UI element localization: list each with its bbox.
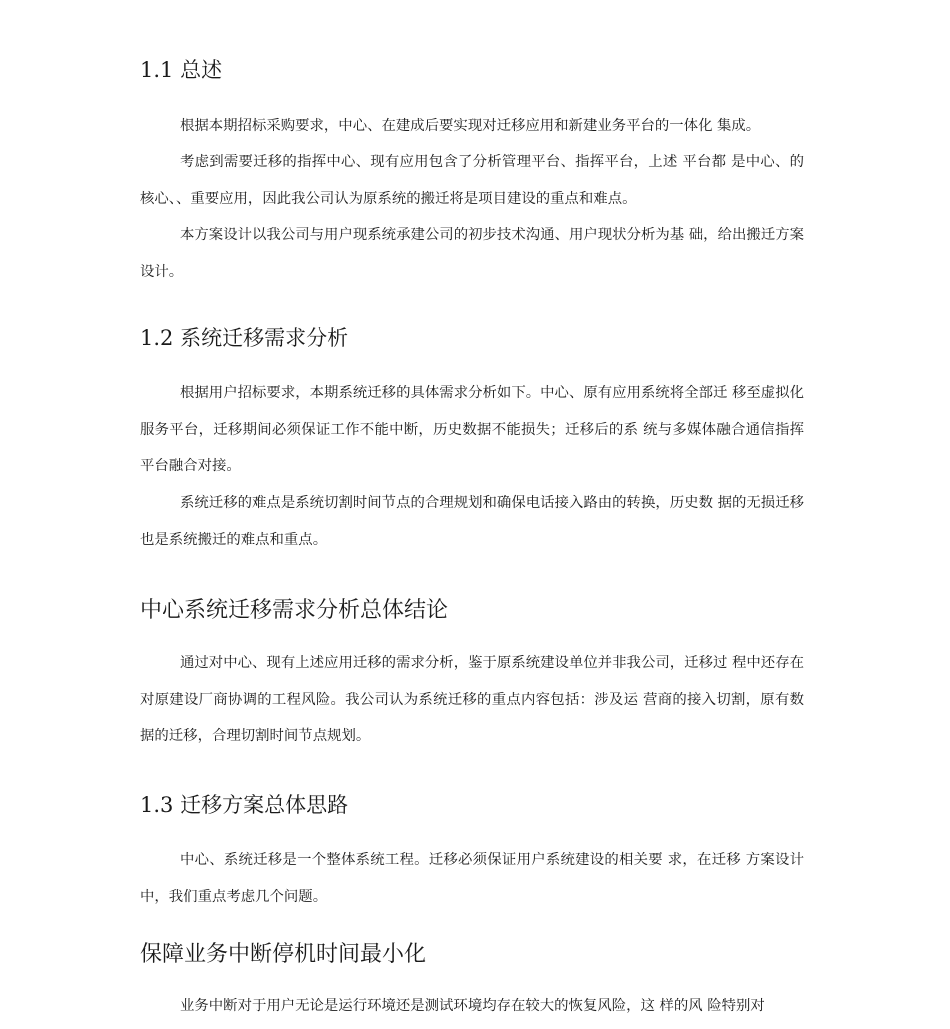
paragraph: 根据用户招标要求，本期系统迁移的具体需求分析如下。中心、原有应用系统将全部迁 移至虚拟化服务平台，迁移期间必须保证工作不能中断，历史数据不能损失；迁移后的系 统与多媒体融合通信指挥平台融合对接。 [140, 385, 804, 474]
paragraph: 业务中断对于用户无论是运行环境还是测试环境均存在较大的恢复风险，这 样的风 险特别对 [180, 998, 765, 1014]
section-heading-downtime: 保障业务中断停机时间最小化 [140, 942, 427, 967]
section-heading-1-1: 1.1 总述 [140, 58, 223, 82]
paragraph: 本方案设计以我公司与用户现系统承建公司的初步技术沟通、用户现状分析为基 础，给出搬迁方案设计。 [140, 227, 804, 280]
paragraph: 根据本期招标采购要求，中心、在建成后要实现对迁移应用和新建业务平台的一体化 集成。 [180, 118, 761, 134]
section-heading-1-3: 1.3 迁移方案总体思路 [140, 793, 349, 817]
paragraph: 系统迁移的难点是系统切割时间节点的合理规划和确保电话接入路由的转换，历史数 据的无损迁移也是系统搬迁的难点和重点。 [140, 495, 804, 548]
section-heading-conclusion: 中心系统迁移需求分析总体结论 [140, 598, 449, 623]
paragraph: 通过对中心、现有上述应用迁移的需求分析，鉴于原系统建设单位并非我公司，迁移过 程中还存在对原建设厂商协调的工程风险。我公司认为系统迁移的重点内容包括：涉及运 营商的接入切割，原有数据的迁移，合理切割时间节点规划。 [140, 655, 804, 744]
paragraph: 考虑到需要迁移的指挥中心、现有应用包含了分析管理平台、指挥平台，上述 平台都 是中心、的核心、、重要应用，因此我公司认为原系统的搬迁将是项目建设的重点和难点。 [140, 154, 804, 207]
paragraph: 中心、系统迁移是一个整体系统工程。迁移必须保证用户系统建设的相关要 求，在迁移 方案设计中，我们重点考虑几个问题。 [140, 852, 804, 905]
section-heading-1-2: 1.2 系统迁移需求分析 [140, 326, 349, 350]
